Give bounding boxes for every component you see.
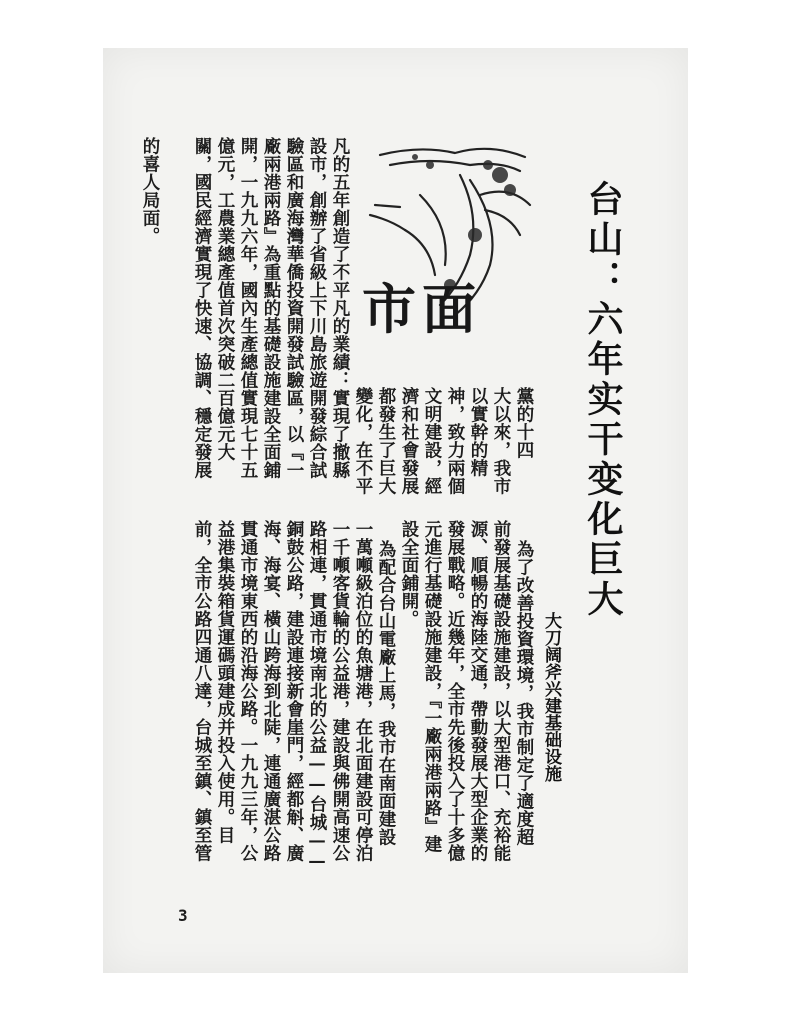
text-column: 的喜人局面。 bbox=[140, 137, 160, 245]
article-title: 台山：六年实干变化巨大 bbox=[582, 180, 623, 620]
text-column: 神，致力兩個 bbox=[445, 387, 465, 495]
text-column: 路相連，貫通市境南北的公益——台城—— bbox=[307, 520, 327, 872]
text-column: 設全面鋪開。 bbox=[399, 520, 419, 628]
text-column: 一千噸客貨輪的公益港，建設與佛開高速公 bbox=[330, 520, 350, 862]
text-column: 驗區和廣海灣華僑投資開發試驗區，以『一 bbox=[284, 137, 304, 479]
text-column: 變化，在不平 bbox=[353, 387, 373, 495]
text-column: 一萬噸級泊位的魚塘港，在北面建設可停泊 bbox=[353, 520, 373, 862]
text-column: 文明建設，經 bbox=[422, 387, 442, 495]
text-column: 億元，工農業總產值首次突破二百億元大 bbox=[215, 137, 235, 461]
text-column: 關，國民經濟實現了快速、協調、穩定發展 bbox=[192, 137, 212, 479]
text-column: 以實幹的精 bbox=[468, 387, 488, 477]
text-column: 前，全市公路四通八達，台城至鎮、鎮至管 bbox=[192, 520, 212, 862]
text-column: 發展戰略。近幾年，全市先後投入了十多億 bbox=[445, 520, 465, 862]
text-column: 黨的十四 bbox=[514, 387, 534, 459]
text-column: 為配合台山電廠上馬，我市在南面建設 bbox=[376, 540, 396, 846]
article-subtitle: 大刀阔斧兴建基础设施 bbox=[541, 612, 561, 782]
text-column: 大以來，我市 bbox=[491, 387, 511, 495]
text-column: 廠兩港兩路』為重點的基礎設施建設全面鋪 bbox=[261, 137, 281, 479]
text-column: 前發展基礎設施建設，以大型港口、充裕能 bbox=[491, 520, 511, 862]
text-column: 益港集裝箱貨運碼頭建成并投入使用。目 bbox=[215, 520, 235, 844]
text-column: 設市，創辦了省級上下川島旅遊開發綜合試 bbox=[307, 137, 327, 479]
text-column: 銅鼓公路，建設連接新會崖門，經都斛、廣 bbox=[284, 520, 304, 862]
text-column: 海、海宴、橫山跨海到北陡，連通廣湛公路 bbox=[261, 520, 281, 862]
text-column: 為了改善投資環境，我市制定了適度超 bbox=[514, 540, 534, 846]
text-column: 貫通市境東西的沿海公路。一九九三年，公 bbox=[238, 520, 258, 862]
text-column: 凡的五年創造了不平凡的業績：實現了撤縣 bbox=[330, 137, 350, 479]
page-number: 3 bbox=[178, 906, 188, 925]
text-column: 開，一九九六年，國內生產總值實現七十五 bbox=[238, 137, 258, 479]
text-column: 源、順暢的海陸交通，帶動發展大型企業的 bbox=[468, 520, 488, 862]
ink-illustration bbox=[360, 135, 535, 390]
text-column: 都發生了巨大 bbox=[376, 387, 396, 495]
text-column: 濟和社會發展 bbox=[399, 387, 419, 495]
text-column: 元進行基礎設施建設，『一廠兩港兩路』建 bbox=[422, 520, 442, 854]
masthead-logo: 市面 bbox=[362, 278, 482, 341]
